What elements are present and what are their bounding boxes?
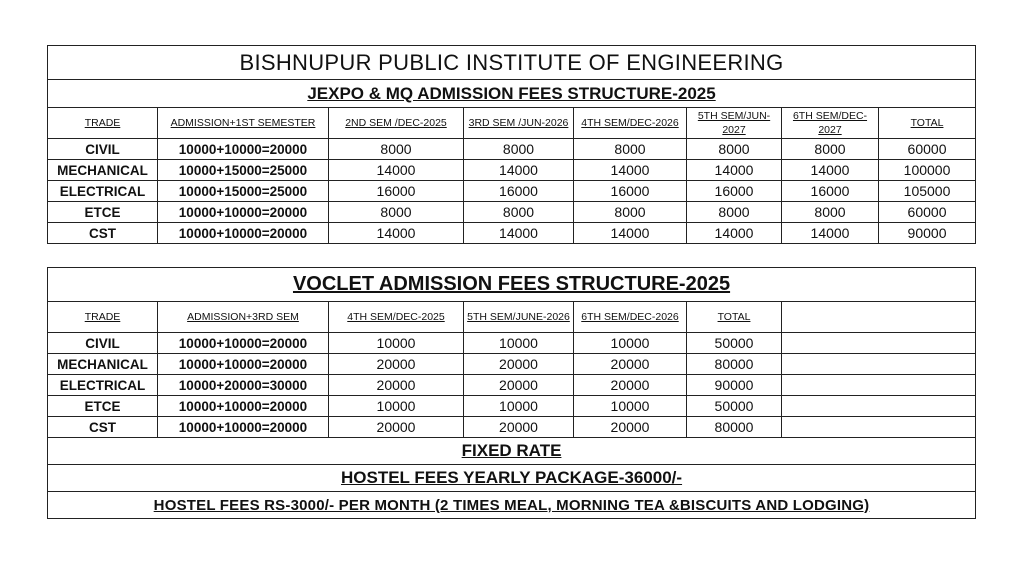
header-cell: 6TH SEM/DEC-2026 <box>574 302 687 333</box>
fee-cell: 20000 <box>574 354 687 375</box>
total-cell: 80000 <box>687 417 782 438</box>
header-cell: 6TH SEM/DEC-2027 <box>782 108 879 139</box>
fee-cell: 8000 <box>782 202 879 223</box>
admission-cell: 10000+15000=25000 <box>158 160 329 181</box>
fee-cell: 20000 <box>329 375 464 396</box>
fee-cell: 8000 <box>464 202 574 223</box>
fee-cell: 16000 <box>782 181 879 202</box>
fee-cell: 14000 <box>464 160 574 181</box>
fee-cell: 16000 <box>329 181 464 202</box>
total-cell: 50000 <box>687 333 782 354</box>
header-cell: ADMISSION+1ST SEMESTER <box>158 108 329 139</box>
fee-cell: 16000 <box>574 181 687 202</box>
jexpo-fees-table <box>47 45 976 244</box>
fee-cell: 14000 <box>329 223 464 244</box>
fee-cell: 14000 <box>464 223 574 244</box>
voclet-title: VOCLET ADMISSION FEES STRUCTURE-2025 <box>48 268 976 302</box>
hostel-package-label: HOSTEL FEES YEARLY PACKAGE-36000/- <box>48 465 976 492</box>
fee-cell: 14000 <box>782 223 879 244</box>
trade-cell: ETCE <box>48 202 158 223</box>
fee-cell: 20000 <box>574 417 687 438</box>
admission-cell: 10000+10000=20000 <box>158 202 329 223</box>
fee-cell: 8000 <box>574 139 687 160</box>
empty-cell <box>782 302 976 333</box>
fee-cell: 8000 <box>574 202 687 223</box>
fee-cell: 20000 <box>464 417 574 438</box>
table-row <box>48 202 976 223</box>
jexpo-title: JEXPO & MQ ADMISSION FEES STRUCTURE-2025 <box>48 80 976 108</box>
header-cell: 4TH SEM/DEC-2025 <box>329 302 464 333</box>
empty-cell <box>782 354 976 375</box>
total-cell: 100000 <box>879 160 976 181</box>
fee-cell: 8000 <box>687 202 782 223</box>
fee-cell: 8000 <box>782 139 879 160</box>
fee-cell: 10000 <box>574 333 687 354</box>
fee-cell: 20000 <box>574 375 687 396</box>
voclet-fees-section <box>47 267 975 519</box>
fee-cell: 8000 <box>329 202 464 223</box>
admission-cell: 10000+10000=20000 <box>158 223 329 244</box>
voclet-header-row <box>48 302 976 333</box>
fee-cell: 10000 <box>464 333 574 354</box>
fee-cell: 8000 <box>464 139 574 160</box>
fee-cell: 16000 <box>687 181 782 202</box>
trade-cell: ETCE <box>48 396 158 417</box>
total-cell: 105000 <box>879 181 976 202</box>
table-row <box>48 160 976 181</box>
header-cell: 4TH SEM/DEC-2026 <box>574 108 687 139</box>
trade-cell: MECHANICAL <box>48 160 158 181</box>
header-cell: TOTAL <box>879 108 976 139</box>
header-cell: 2ND SEM /DEC-2025 <box>329 108 464 139</box>
table-row <box>48 139 976 160</box>
fee-cell: 14000 <box>782 160 879 181</box>
header-cell: TOTAL <box>687 302 782 333</box>
admission-cell: 10000+20000=30000 <box>158 375 329 396</box>
trade-cell: ELECTRICAL <box>48 181 158 202</box>
trade-cell: CST <box>48 417 158 438</box>
admission-cell: 10000+10000=20000 <box>158 396 329 417</box>
fee-cell: 14000 <box>574 223 687 244</box>
total-cell: 80000 <box>687 354 782 375</box>
fee-cell: 16000 <box>464 181 574 202</box>
fee-cell: 10000 <box>464 396 574 417</box>
empty-cell <box>782 417 976 438</box>
table-row <box>48 375 976 396</box>
table-row <box>48 181 976 202</box>
fixed-rate-label: FIXED RATE <box>48 438 976 465</box>
total-cell: 50000 <box>687 396 782 417</box>
fee-cell: 10000 <box>329 333 464 354</box>
total-cell: 90000 <box>687 375 782 396</box>
fee-cell: 10000 <box>574 396 687 417</box>
header-cell: TRADE <box>48 108 158 139</box>
table-row <box>48 396 976 417</box>
header-cell: ADMISSION+3RD SEM <box>158 302 329 333</box>
fee-cell: 8000 <box>687 139 782 160</box>
admission-cell: 10000+10000=20000 <box>158 354 329 375</box>
header-cell: 3RD SEM /JUN-2026 <box>464 108 574 139</box>
fee-cell: 10000 <box>329 396 464 417</box>
total-cell: 60000 <box>879 139 976 160</box>
header-cell: 5TH SEM/JUN-2027 <box>687 108 782 139</box>
jexpo-fees-section <box>47 45 975 244</box>
fee-cell: 20000 <box>464 354 574 375</box>
trade-cell: MECHANICAL <box>48 354 158 375</box>
fee-cell: 14000 <box>687 223 782 244</box>
header-cell: 5TH SEM/JUNE-2026 <box>464 302 574 333</box>
fee-cell: 20000 <box>329 417 464 438</box>
admission-cell: 10000+10000=20000 <box>158 417 329 438</box>
table-row <box>48 223 976 244</box>
header-cell: TRADE <box>48 302 158 333</box>
fee-cell: 14000 <box>687 160 782 181</box>
fee-cell: 8000 <box>329 139 464 160</box>
empty-cell <box>782 333 976 354</box>
trade-cell: ELECTRICAL <box>48 375 158 396</box>
fee-cell: 20000 <box>464 375 574 396</box>
total-cell: 90000 <box>879 223 976 244</box>
institute-title: BISHNUPUR PUBLIC INSTITUTE OF ENGINEERING <box>48 46 976 80</box>
total-cell: 60000 <box>879 202 976 223</box>
table-row <box>48 333 976 354</box>
trade-cell: CIVIL <box>48 333 158 354</box>
trade-cell: CST <box>48 223 158 244</box>
hostel-monthly-label: HOSTEL FEES RS-3000/- PER MONTH (2 TIMES MEAL, MORNING TEA &BISCUITS AND LODGING) <box>48 492 976 519</box>
table-row <box>48 417 976 438</box>
empty-cell <box>782 375 976 396</box>
voclet-fees-table <box>47 267 976 519</box>
fee-cell: 20000 <box>329 354 464 375</box>
table-row <box>48 354 976 375</box>
admission-cell: 10000+10000=20000 <box>158 333 329 354</box>
fee-cell: 14000 <box>574 160 687 181</box>
admission-cell: 10000+15000=25000 <box>158 181 329 202</box>
admission-cell: 10000+10000=20000 <box>158 139 329 160</box>
fee-cell: 14000 <box>329 160 464 181</box>
jexpo-header-row <box>48 108 976 139</box>
trade-cell: CIVIL <box>48 139 158 160</box>
empty-cell <box>782 396 976 417</box>
